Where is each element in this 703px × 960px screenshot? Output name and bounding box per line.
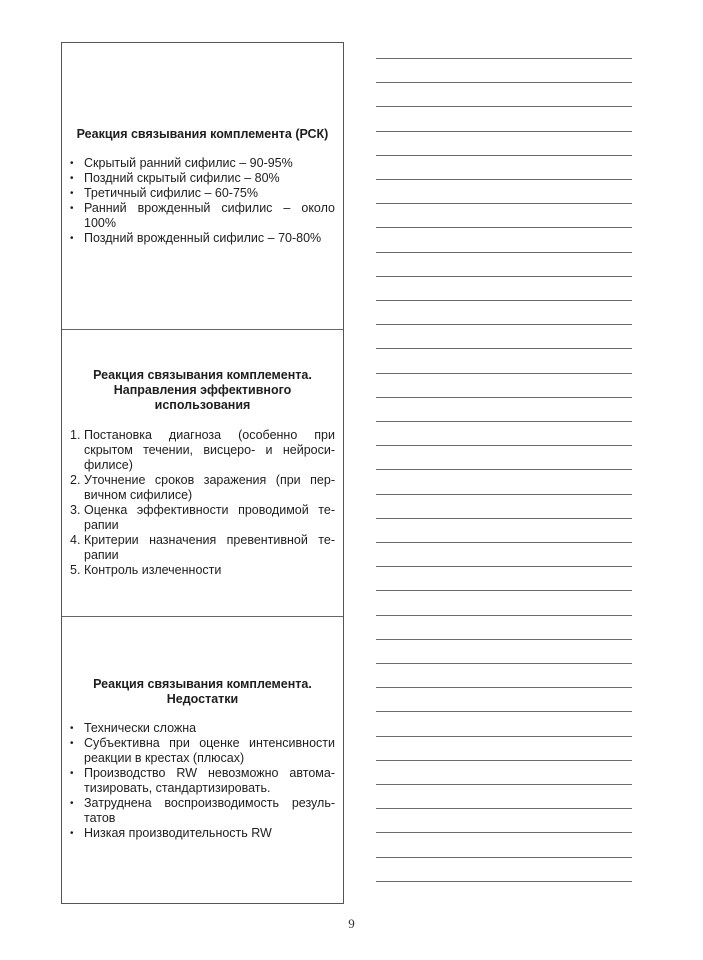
slide-title-line: Направления эффективного использования bbox=[113, 383, 292, 412]
note-line bbox=[376, 348, 632, 349]
list-item: • Технически сложна bbox=[70, 721, 335, 736]
slide-rsk-usage bbox=[62, 330, 343, 617]
numbered-list bbox=[70, 428, 335, 578]
note-line bbox=[376, 566, 632, 567]
list-item bbox=[70, 533, 335, 563]
list-item: • Поздний врожденный сифилис – 70-80% bbox=[70, 231, 335, 246]
list-item: • Третичный сифилис – 60-75% bbox=[70, 186, 335, 201]
list-item: • Низкая производительность RW bbox=[70, 826, 335, 841]
slide-title-line: Реакция связывания комплемента. bbox=[93, 368, 312, 382]
bullet-list bbox=[70, 721, 335, 841]
note-line bbox=[376, 252, 632, 253]
note-line bbox=[376, 542, 632, 543]
note-line bbox=[376, 857, 632, 858]
note-line bbox=[376, 227, 632, 228]
item-number: 1. bbox=[70, 428, 81, 442]
note-line bbox=[376, 711, 632, 712]
slide-rsk-sensitivity bbox=[62, 43, 343, 330]
slide-rsk-drawbacks bbox=[62, 617, 343, 903]
note-line bbox=[376, 663, 632, 664]
note-line bbox=[376, 881, 632, 882]
list-item bbox=[70, 563, 335, 578]
slide-title-line: Реакция связывания комплемента. bbox=[93, 677, 312, 691]
note-line bbox=[376, 179, 632, 180]
list-item: • Скрытый ранний сифилис – 90-95% bbox=[70, 156, 335, 171]
list-item bbox=[70, 503, 335, 533]
list-item bbox=[70, 428, 335, 473]
item-text: Критерии назначения превентивной те-рапии bbox=[84, 533, 335, 562]
list-item: • Ранний врожденный сифилис – около 100% bbox=[70, 201, 335, 231]
note-line bbox=[376, 736, 632, 737]
note-line bbox=[376, 373, 632, 374]
slide-title bbox=[70, 617, 335, 707]
bullet-list bbox=[70, 156, 335, 246]
item-text: Оценка эффективности проводимой те-рапии bbox=[84, 503, 335, 532]
item-number: 4. bbox=[70, 533, 81, 547]
note-line bbox=[376, 760, 632, 761]
note-line bbox=[376, 421, 632, 422]
note-line bbox=[376, 82, 632, 83]
list-item: • Субъективна при оценке интенсивности реакции в крестах (плюсах) bbox=[70, 736, 335, 766]
page-number: 9 bbox=[348, 916, 355, 931]
note-line bbox=[376, 58, 632, 59]
note-line bbox=[376, 590, 632, 591]
slide-title bbox=[70, 330, 335, 413]
note-line bbox=[376, 131, 632, 132]
item-number: 2. bbox=[70, 473, 81, 487]
note-line bbox=[376, 687, 632, 688]
note-line bbox=[376, 832, 632, 833]
list-item bbox=[70, 473, 335, 503]
note-line bbox=[376, 203, 632, 204]
note-line bbox=[376, 494, 632, 495]
note-line bbox=[376, 445, 632, 446]
note-line bbox=[376, 615, 632, 616]
item-number: 3. bbox=[70, 503, 81, 517]
item-text: Постановка диагноза (особенно при скрытом течении, висцеро- и нейроси-филисе) bbox=[84, 428, 335, 472]
note-line bbox=[376, 639, 632, 640]
note-line bbox=[376, 300, 632, 301]
list-item: • Затруднена воспроизводимость резуль-татов bbox=[70, 796, 335, 826]
slide-title-line: Недостатки bbox=[166, 692, 239, 706]
item-text: Уточнение сроков заражения (при пер-вичном сифилисе) bbox=[84, 473, 335, 502]
note-line bbox=[376, 324, 632, 325]
note-line bbox=[376, 518, 632, 519]
note-lines bbox=[376, 58, 632, 898]
note-line bbox=[376, 155, 632, 156]
note-line bbox=[376, 808, 632, 809]
note-line bbox=[376, 106, 632, 107]
note-line bbox=[376, 276, 632, 277]
list-item: • Производство RW невозможно автома-тизировать, стандартизировать. bbox=[70, 766, 335, 796]
item-number: 5. bbox=[70, 563, 81, 577]
note-line bbox=[376, 469, 632, 470]
note-line bbox=[376, 784, 632, 785]
slide-title: Реакция связывания комплемента (РСК) bbox=[76, 127, 329, 141]
list-item: • Поздний скрытый сифилис – 80% bbox=[70, 171, 335, 186]
slides-column bbox=[61, 42, 344, 904]
note-line bbox=[376, 397, 632, 398]
item-text: Контроль излеченности bbox=[84, 563, 222, 577]
